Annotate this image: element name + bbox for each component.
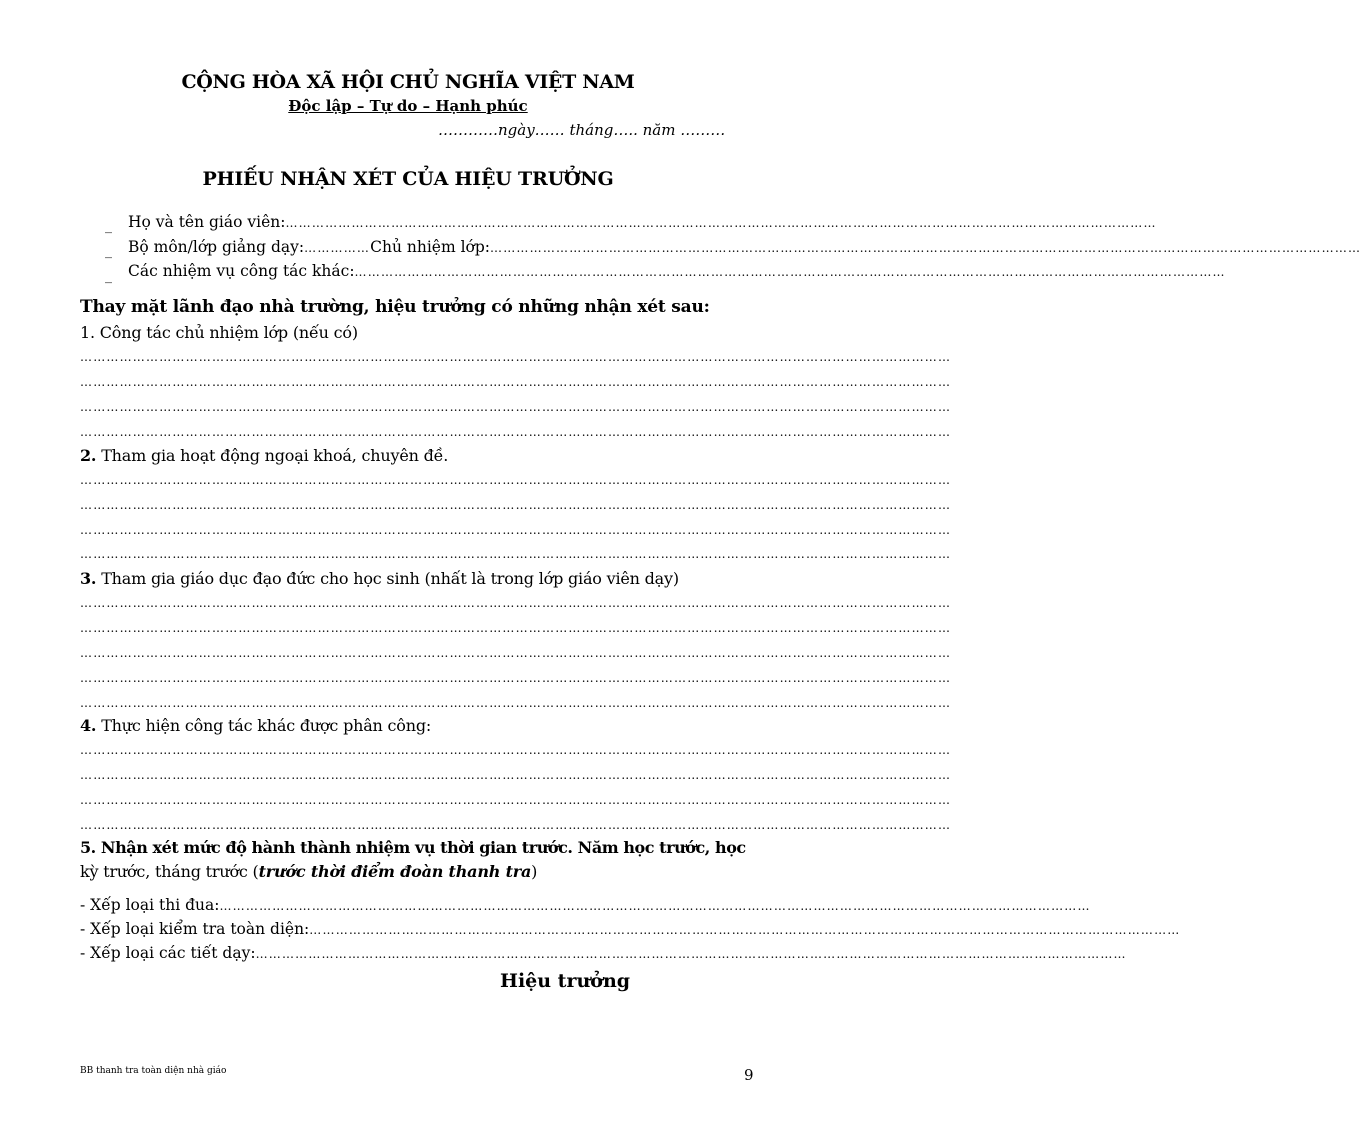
section-4-line[interactable]: ………………………………………………………………………………………………………………………………………………………………………………	[80, 793, 952, 807]
section-5-heading-line1: 5. Nhận xét mức độ hành thành nhiệm vụ thời gian trước. Năm học trước, học	[80, 838, 746, 857]
other-duties-row	[128, 262, 1226, 280]
rating-lessons-row	[80, 944, 1127, 962]
rating-inspection-field[interactable]: ………………………………………………………………………………………………………………………………………………………………………………	[309, 923, 1181, 937]
section-3-line[interactable]: ………………………………………………………………………………………………………………………………………………………………………………	[80, 596, 952, 610]
rating-inspection-label: - Xếp loại kiểm tra toàn diện:	[80, 920, 310, 938]
subject-field[interactable]: ……………	[304, 241, 371, 255]
section-5-heading-line2	[80, 862, 537, 881]
rating-emulation-row	[80, 896, 1091, 914]
rating-lessons-field[interactable]: ………………………………………………………………………………………………………………………………………………………………………………	[255, 947, 1127, 961]
other-duties-label: Các nhiệm vụ công tác khác:	[128, 262, 355, 280]
section-4-text: Thực hiện công tác khác được phân công:	[101, 716, 432, 735]
section-4-number: 4.	[80, 716, 97, 735]
section-2-line[interactable]: ………………………………………………………………………………………………………………………………………………………………………………	[80, 498, 952, 512]
rating-emulation-field[interactable]: ………………………………………………………………………………………………………………………………………………………………………………	[219, 899, 1091, 913]
motto: Độc lập – Tự do – Hạnh phúc	[288, 97, 528, 115]
section-5-line2-emphasis: trước thời điểm đoàn thanh tra	[258, 862, 532, 881]
section-1-heading: 1. Công tác chủ nhiệm lớp (nếu có)	[80, 323, 358, 342]
section-3-line[interactable]: ………………………………………………………………………………………………………………………………………………………………………………	[80, 646, 952, 660]
section-2-line[interactable]: ………………………………………………………………………………………………………………………………………………………………………………	[80, 473, 952, 487]
section-3-line[interactable]: ………………………………………………………………………………………………………………………………………………………………………………	[80, 671, 952, 685]
rating-emulation-label: - Xếp loại thi đua:	[80, 896, 220, 914]
section-4-line[interactable]: ………………………………………………………………………………………………………………………………………………………………………………	[80, 818, 952, 832]
section-5-line2-end: )	[531, 862, 538, 881]
section-5-line2-start: kỳ trước, tháng trước (	[80, 862, 259, 881]
intro-text: Thay mặt lãnh đạo nhà trường, hiệu trưởng có những nhận xét sau:	[80, 297, 710, 317]
section-2-heading	[80, 446, 448, 465]
footer-doc-name: BB thanh tra toàn diện nhà giáo	[80, 1066, 227, 1076]
section-2-number: 2.	[80, 446, 97, 465]
homeroom-field[interactable]: ………………………………………………………………………………………………………………………………………………………………………………	[490, 241, 1361, 255]
other-duties-field[interactable]: ………………………………………………………………………………………………………………………………………………………………………………	[354, 265, 1226, 279]
section-3-text: Tham gia giáo dục đạo đức cho học sinh (nhất là trong lớp giáo viên dạy)	[101, 569, 679, 588]
section-2-line[interactable]: ………………………………………………………………………………………………………………………………………………………………………………	[80, 547, 952, 561]
section-4-heading	[80, 716, 431, 735]
section-1-line[interactable]: ………………………………………………………………………………………………………………………………………………………………………………	[80, 375, 952, 389]
section-3-line[interactable]: ………………………………………………………………………………………………………………………………………………………………………………	[80, 621, 952, 635]
date-line: …………ngày…… tháng….. năm ………	[438, 121, 726, 139]
section-3-line[interactable]: ………………………………………………………………………………………………………………………………………………………………………………	[80, 696, 952, 710]
form-title: PHIẾU NHẬN XÉT CỦA HIỆU TRƯỞNG	[202, 168, 614, 190]
signature-title: Hiệu trưởng	[500, 970, 631, 992]
section-4-line[interactable]: ………………………………………………………………………………………………………………………………………………………………………………	[80, 768, 952, 782]
section-3-heading	[80, 569, 679, 588]
section-1-line[interactable]: ………………………………………………………………………………………………………………………………………………………………………………	[80, 400, 952, 414]
section-4-line[interactable]: ………………………………………………………………………………………………………………………………………………………………………………	[80, 743, 952, 757]
rating-inspection-row	[80, 920, 1181, 938]
section-1-line[interactable]: ………………………………………………………………………………………………………………………………………………………………………………	[80, 425, 952, 439]
section-2-line[interactable]: ………………………………………………………………………………………………………………………………………………………………………………	[80, 523, 952, 537]
page-number: 9	[744, 1066, 754, 1084]
teacher-name-row	[128, 213, 1157, 231]
bullet-dash: _	[105, 218, 112, 234]
homeroom-label: Chủ nhiệm lớp:	[370, 238, 491, 256]
teacher-name-label: Họ và tên giáo viên:	[128, 213, 286, 231]
bullet-dash: _	[105, 268, 112, 284]
bullet-dash: _	[105, 243, 112, 259]
section-1-line[interactable]: ………………………………………………………………………………………………………………………………………………………………………………	[80, 350, 952, 364]
teacher-name-field[interactable]: ………………………………………………………………………………………………………………………………………………………………………………	[285, 216, 1157, 230]
section-2-text: Tham gia hoạt động ngoại khoá, chuyên đề.	[101, 446, 449, 465]
nation-heading: CỘNG HÒA XÃ HỘI CHỦ NGHĨA VIỆT NAM	[181, 71, 635, 93]
subject-row	[128, 238, 1361, 256]
subject-label: Bộ môn/lớp giảng dạy:	[128, 238, 305, 256]
section-3-number: 3.	[80, 569, 97, 588]
rating-lessons-label: - Xếp loại các tiết dạy:	[80, 944, 256, 962]
